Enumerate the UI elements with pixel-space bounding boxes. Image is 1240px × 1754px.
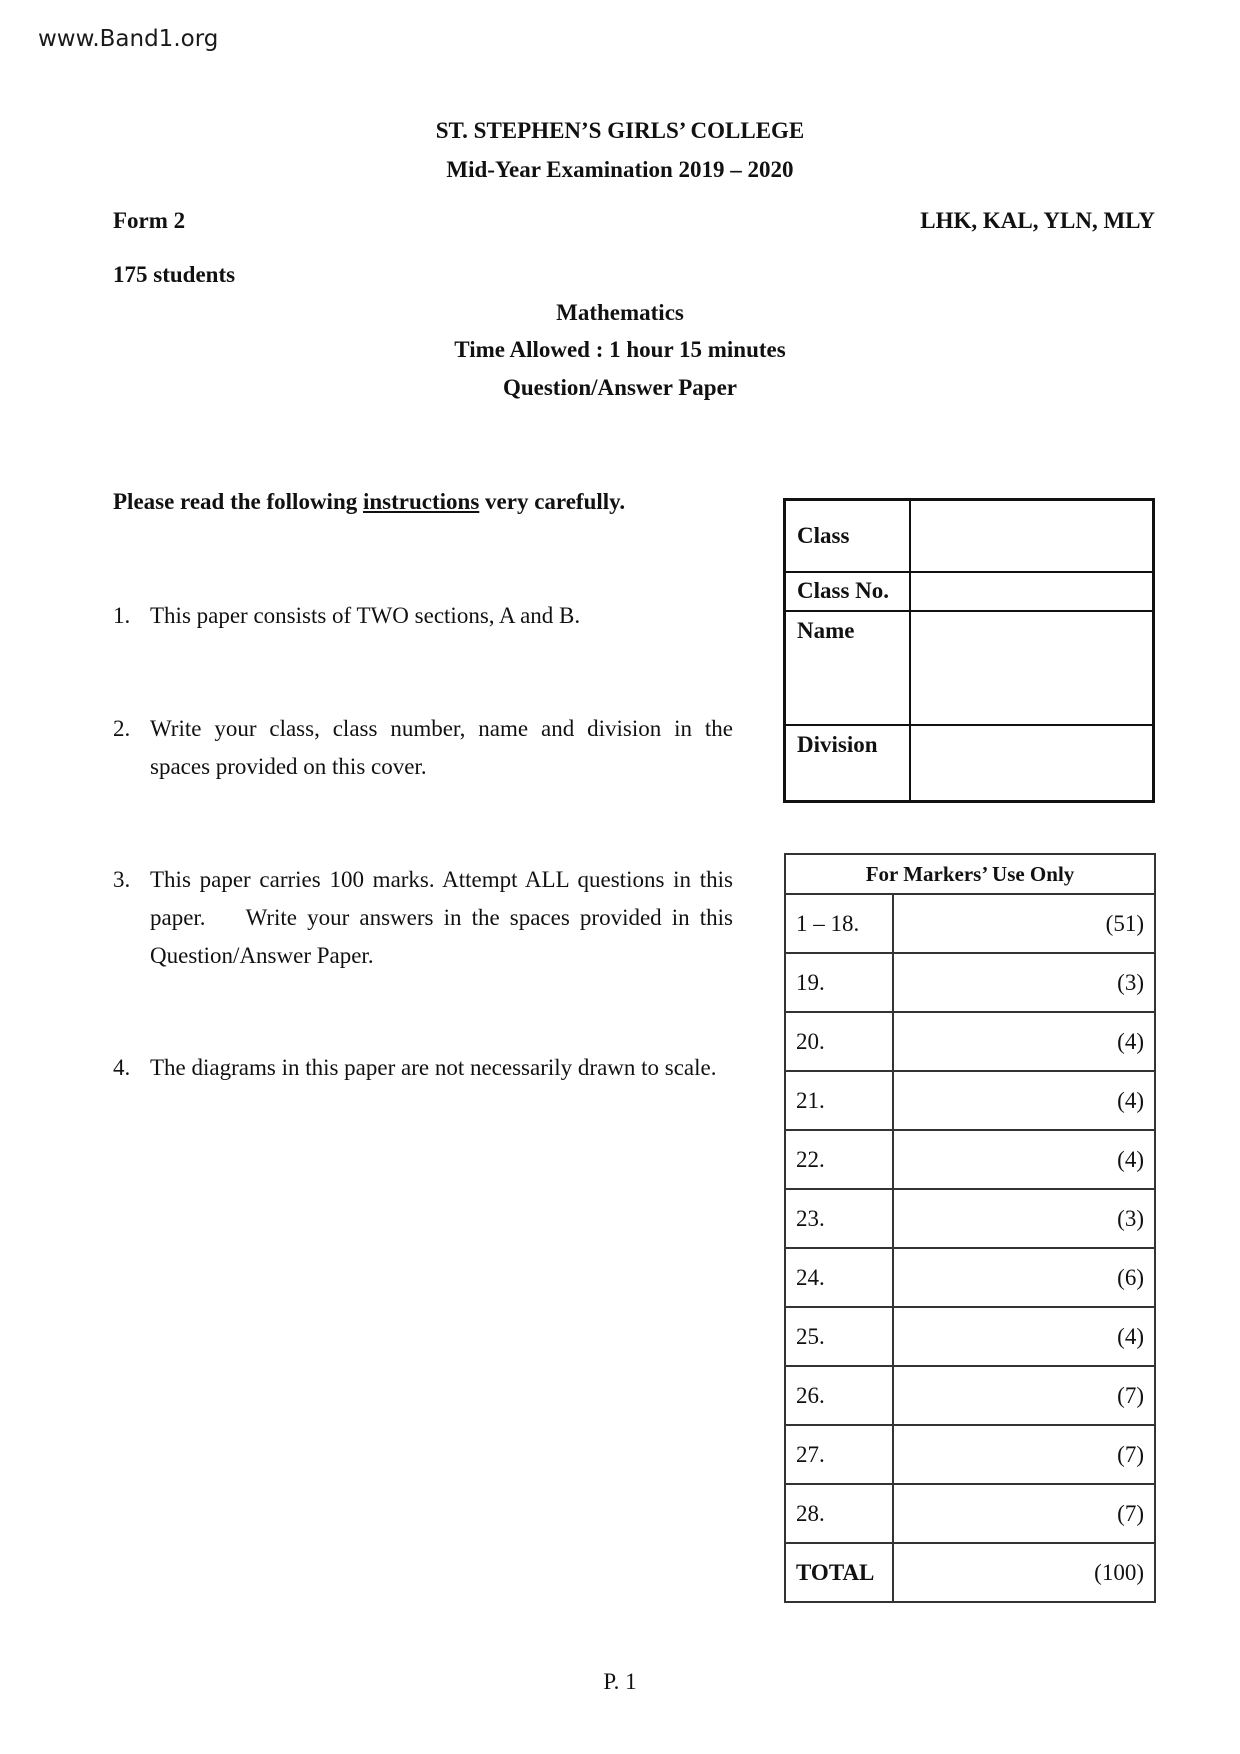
class-label: Class bbox=[785, 500, 911, 572]
table-row bbox=[785, 1484, 1155, 1543]
division-label: Division bbox=[785, 725, 911, 802]
instruction-number: 1. bbox=[113, 603, 131, 628]
form-level: Form 2 bbox=[113, 208, 186, 233]
total-marks: (100) bbox=[893, 1543, 1155, 1602]
table-row bbox=[785, 1012, 1155, 1071]
paper-type: Question/Answer Paper bbox=[502, 375, 738, 400]
class-no-label: Class No. bbox=[785, 572, 911, 611]
school-name: ST. STEPHEN’S GIRLS’ COLLEGE bbox=[435, 118, 805, 143]
marks-cell: (4) bbox=[893, 1307, 1155, 1366]
instructions-heading-underlined: instructions bbox=[363, 489, 480, 514]
instruction-item bbox=[113, 1049, 733, 1087]
time-allowed: Time Allowed : 1 hour 15 minutes bbox=[454, 337, 786, 362]
page-number: P. 1 bbox=[603, 1669, 637, 1694]
question-number: 1 – 18. bbox=[785, 894, 893, 953]
instruction-text: Write your class, class number, name and division in the spaces provided on this cover. bbox=[150, 716, 733, 779]
instruction-text: This paper carries 100 marks. Attempt ALL questions in this paper. Write your answers in the spaces provided in this Question/Answer Paper. bbox=[150, 867, 733, 968]
total-row bbox=[785, 1543, 1155, 1602]
table-row bbox=[785, 1248, 1155, 1307]
marks-cell: (4) bbox=[893, 1130, 1155, 1189]
instruction-number: 2. bbox=[113, 716, 131, 741]
markers-table bbox=[784, 853, 1156, 1603]
exam-title: Mid-Year Examination 2019 – 2020 bbox=[446, 157, 794, 182]
instruction-text: This paper consists of TWO sections, A and B. bbox=[150, 603, 581, 628]
question-number: 24. bbox=[785, 1248, 893, 1307]
student-count: 175 students bbox=[113, 262, 236, 287]
subject: Mathematics bbox=[556, 300, 684, 325]
class-field[interactable] bbox=[910, 500, 1154, 572]
total-label: TOTAL bbox=[785, 1543, 893, 1602]
marks-cell: (4) bbox=[893, 1012, 1155, 1071]
table-row bbox=[785, 1366, 1155, 1425]
question-number: 28. bbox=[785, 1484, 893, 1543]
marks-cell: (7) bbox=[893, 1366, 1155, 1425]
table-row bbox=[785, 1307, 1155, 1366]
marks-cell: (3) bbox=[893, 1189, 1155, 1248]
division-field[interactable] bbox=[910, 725, 1154, 802]
marks-cell: (6) bbox=[893, 1248, 1155, 1307]
table-row bbox=[785, 1189, 1155, 1248]
question-number: 22. bbox=[785, 1130, 893, 1189]
setters: LHK, KAL, YLN, MLY bbox=[920, 208, 1155, 233]
marks-cell: (51) bbox=[893, 894, 1155, 953]
question-number: 27. bbox=[785, 1425, 893, 1484]
watermark-link[interactable]: www.Band1.org bbox=[38, 26, 219, 52]
table-row bbox=[785, 894, 1155, 953]
table-row bbox=[785, 953, 1155, 1012]
marks-cell: (7) bbox=[893, 1484, 1155, 1543]
question-number: 23. bbox=[785, 1189, 893, 1248]
student-info-box bbox=[783, 498, 1155, 803]
table-row bbox=[785, 1425, 1155, 1484]
question-number: 25. bbox=[785, 1307, 893, 1366]
instruction-number: 3. bbox=[113, 867, 131, 892]
instruction-item bbox=[113, 861, 733, 975]
name-field[interactable] bbox=[910, 611, 1154, 725]
instructions-heading-post: very carefully. bbox=[479, 489, 626, 514]
question-number: 21. bbox=[785, 1071, 893, 1130]
table-row bbox=[785, 1071, 1155, 1130]
marks-cell: (3) bbox=[893, 953, 1155, 1012]
instructions-heading-pre: Please read the following bbox=[113, 489, 363, 514]
instruction-number: 4. bbox=[113, 1055, 131, 1080]
question-number: 19. bbox=[785, 953, 893, 1012]
marks-cell: (4) bbox=[893, 1071, 1155, 1130]
question-number: 26. bbox=[785, 1366, 893, 1425]
question-number: 20. bbox=[785, 1012, 893, 1071]
marks-cell: (7) bbox=[893, 1425, 1155, 1484]
class-no-field[interactable] bbox=[910, 572, 1154, 611]
name-label: Name bbox=[785, 611, 911, 725]
table-row bbox=[785, 1130, 1155, 1189]
instruction-item bbox=[113, 597, 733, 635]
instruction-item bbox=[113, 710, 733, 786]
markers-table-title: For Markers’ Use Only bbox=[785, 854, 1155, 894]
instruction-text: The diagrams in this paper are not necessarily drawn to scale. bbox=[150, 1055, 717, 1080]
instructions-heading bbox=[113, 489, 625, 515]
